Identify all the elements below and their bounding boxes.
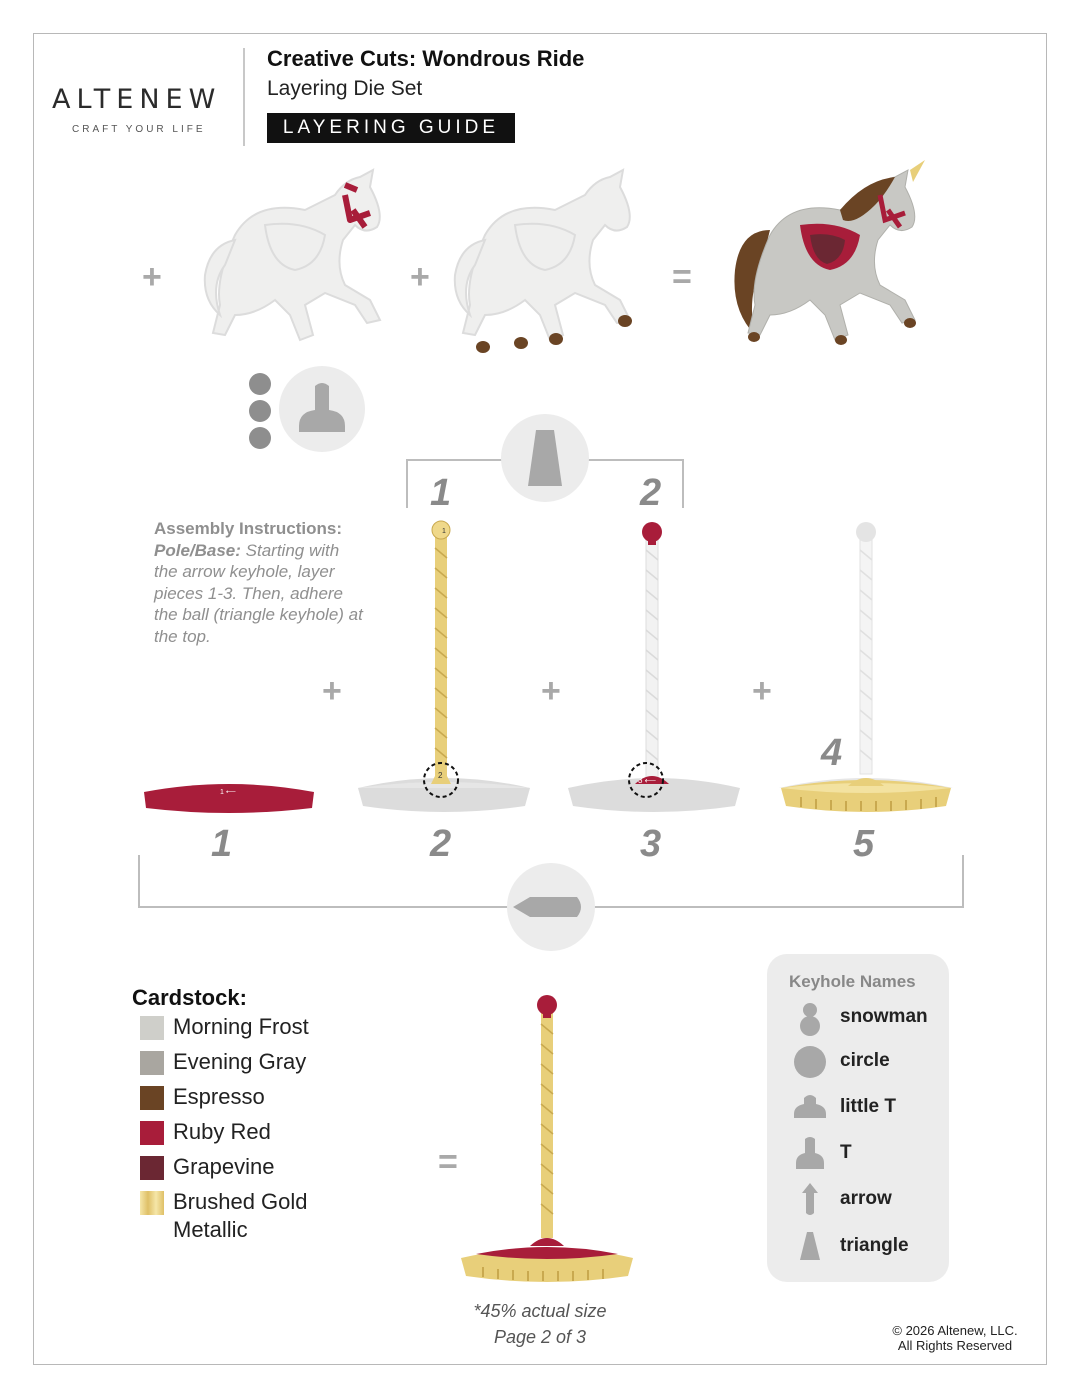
- color-swatch: [140, 1191, 164, 1215]
- triangle-icon: [792, 1228, 828, 1264]
- t-icon: [279, 366, 365, 452]
- little-t-icon: [792, 1092, 828, 1122]
- t-icon: [792, 1135, 828, 1171]
- keyhole-name: T: [840, 1142, 852, 1163]
- horse-layer-1: [195, 165, 395, 360]
- cardstock-item: [140, 1118, 271, 1148]
- horse-layer-2: [445, 165, 645, 360]
- color-swatch: [140, 1051, 164, 1075]
- plus-sign: +: [541, 672, 561, 710]
- copyright: © 2026 Altenew, LLC.: [892, 1323, 1018, 1338]
- keyhole-name: triangle: [840, 1235, 909, 1256]
- page-indicator: Page 2 of 3: [493, 1327, 587, 1347]
- pole-label-1: 1: [430, 472, 452, 514]
- pole-label-2: 2: [640, 472, 662, 514]
- base-label-5: 5: [853, 823, 875, 865]
- cardstock-title: Cardstock:: [132, 985, 247, 1010]
- svg-text:1: 1: [442, 528, 446, 535]
- cardstock-item: [140, 1188, 308, 1244]
- base-bracket: [135, 855, 967, 955]
- color-swatch: [140, 1086, 164, 1110]
- brand-logo: ALTENEW: [52, 84, 222, 115]
- t-keyhole-badge: [279, 366, 365, 452]
- cardstock-label: Ruby Red: [173, 1119, 271, 1144]
- keyhole-name: little T: [840, 1096, 896, 1117]
- instructions-heading: Assembly Instructions:: [154, 519, 342, 538]
- dots-indicator: [249, 373, 271, 449]
- svg-text:3 ⟵: 3 ⟵: [638, 776, 657, 785]
- plus-sign: +: [322, 672, 342, 710]
- cardstock-label: [173, 1188, 308, 1244]
- keyhole-name: snowman: [840, 1006, 928, 1027]
- horse-assembled: [725, 160, 935, 360]
- svg-text:2: 2: [438, 771, 443, 780]
- equals-sign: =: [672, 258, 692, 296]
- layering-guide-badge: LAYERING GUIDE: [267, 113, 515, 143]
- color-swatch: [140, 1121, 164, 1145]
- plus-sign: +: [142, 258, 162, 296]
- base-piece-1: [140, 770, 318, 820]
- cardstock-item: [140, 1153, 275, 1183]
- cardstock-item: [140, 1048, 306, 1078]
- header-divider: [243, 48, 245, 146]
- color-swatch: [140, 1016, 164, 1040]
- cardstock-label: Evening Gray: [173, 1049, 307, 1074]
- step-4-label: 4: [821, 732, 843, 774]
- plus-sign: +: [752, 672, 772, 710]
- rights-reserved: All Rights Reserved: [897, 1338, 1013, 1353]
- plus-sign: +: [410, 258, 430, 296]
- size-note: *45% actual size: [473, 1301, 607, 1321]
- keyhole-name: circle: [840, 1050, 890, 1071]
- cardstock-label: Morning Frost: [173, 1014, 309, 1039]
- cardstock-item: [140, 1083, 265, 1113]
- keyhole-name: arrow: [840, 1188, 892, 1209]
- instructions-lead: Pole/Base:: [154, 540, 241, 560]
- arrow-icon: [792, 1181, 828, 1217]
- base-piece-5: [776, 518, 956, 818]
- page-title: Creative Cuts: Wondrous Ride: [267, 46, 585, 71]
- base-label-1: 1: [211, 823, 233, 865]
- keyhole-legend-title: Keyhole Names: [789, 972, 916, 991]
- cardstock-label: Grapevine: [173, 1154, 275, 1179]
- cardstock-label: Espresso: [173, 1084, 265, 1109]
- instructions-text: Starting with the arrow keyhole, layer pieces 1-3. Then, adhere the ball (triangle keyhole) at the top.: [154, 540, 363, 646]
- base-piece-2: [355, 518, 533, 818]
- cardstock-label-line1: Brushed Gold: [173, 1189, 308, 1214]
- base-piece-3: [565, 518, 743, 818]
- color-swatch: [140, 1156, 164, 1180]
- brand-tagline: CRAFT YOUR LIFE: [72, 124, 206, 135]
- equals-sign: =: [438, 1143, 458, 1181]
- pole-assembled: [458, 990, 636, 1290]
- snowman-icon: [792, 1001, 828, 1037]
- cardstock-item: [140, 1013, 309, 1043]
- svg-text:1 ⟵: 1 ⟵: [220, 789, 236, 796]
- base-label-2: 2: [430, 823, 452, 865]
- page-subtitle: Layering Die Set: [267, 77, 423, 100]
- circle-icon: [792, 1044, 828, 1080]
- assembly-instructions: [154, 518, 366, 647]
- base-label-3: 3: [640, 823, 662, 865]
- cardstock-label-line2: Metallic: [173, 1217, 248, 1242]
